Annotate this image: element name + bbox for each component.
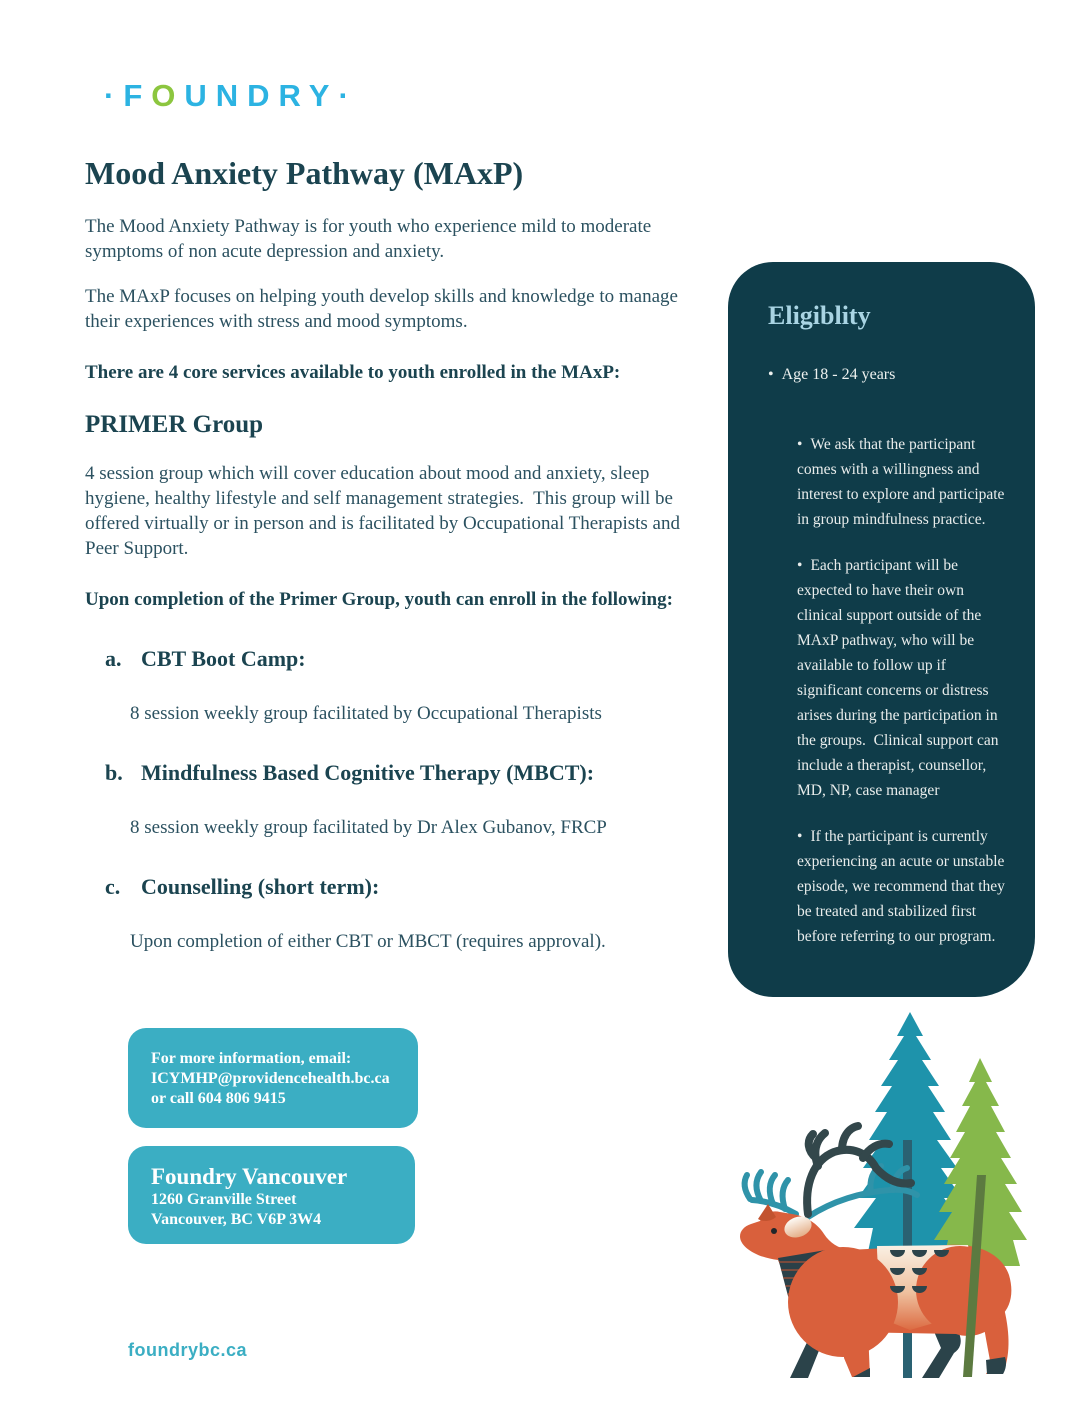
website-link[interactable]: foundrybc.ca (128, 1340, 248, 1360)
bullet-glyph: • (768, 366, 774, 383)
service-title: Counselling (short term): (141, 874, 380, 899)
contact-info-line: For more information, email: (151, 1050, 352, 1067)
eligibility-item-2 (797, 553, 1007, 803)
bullet-glyph: • (797, 436, 803, 453)
eligibility-item-3 (797, 824, 1007, 949)
eligibility-item-text: If the participant is currently experiencing an acute or unstable episode, we recommend that they be treated and stabilized first before referring to our program. (797, 828, 1009, 945)
location-box (128, 1146, 415, 1244)
bullet-glyph: • (797, 828, 803, 845)
contact-phone: or call 604 806 9415 (151, 1090, 286, 1107)
contact-info-box (128, 1028, 418, 1128)
service-description-a: 8 session weekly group facilitated by Occupational Therapists (130, 703, 602, 724)
location-address-street: 1260 Granville Street (151, 1191, 297, 1208)
primer-group-heading: PRIMER Group (85, 411, 264, 438)
elk-rear-hoof (986, 1357, 1006, 1374)
service-marker: b. (105, 760, 123, 785)
bullet-glyph: • (797, 557, 803, 574)
page-title: Mood Anxiety Pathway (MAxP) (85, 155, 524, 191)
core-services-lead: There are 4 core services available to youth enrolled in the MAxP: (85, 362, 621, 383)
enroll-lead: Upon completion of the Primer Group, youth can enroll in the following: (85, 589, 673, 610)
elk-thigh (916, 1246, 1004, 1334)
eligibility-item-text: Each participant will be expected to have their own clinical support outside of the MAxP pathway, who will be available to follow up if significant concerns or distress arises during the participation in the groups. Clinical support can include a therapist, counsellor, MD, NP, case manager (797, 557, 1003, 799)
service-marker: c. (105, 874, 121, 899)
eligibility-age-item (768, 363, 1007, 387)
location-address-city: Vancouver, BC V6P 3W4 (151, 1211, 322, 1228)
contact-email: ICYMHP@providencehealth.bc.ca (151, 1070, 390, 1087)
eligibility-panel (728, 262, 1035, 997)
intro-paragraph-2: The MAxP focuses on helping youth develop skills and knowledge to manage their experiences with stress and mood symptoms. (85, 286, 683, 332)
elk-shoulder (788, 1247, 898, 1357)
logo-letter-o: O (151, 78, 185, 113)
eligibility-heading: Eligiblity (768, 301, 871, 330)
eligibility-age-text: Age 18 - 24 years (781, 366, 896, 383)
service-description-b: 8 session weekly group facilitated by Dr Alex Gubanov, FRCP (130, 817, 607, 838)
location-name: Foundry Vancouver (151, 1164, 348, 1189)
logo-text-blue-2: UNDRY· (184, 78, 358, 113)
service-description-c: Upon completion of either CBT or MBCT (requires approval). (130, 931, 606, 952)
eligibility-item-1 (797, 432, 1007, 532)
service-title: Mindfulness Based Cognitive Therapy (MBCT): (141, 760, 595, 785)
elk-eye (771, 1228, 777, 1234)
service-title: CBT Boot Camp: (141, 646, 306, 671)
main-content (85, 0, 705, 954)
eligibility-item-text: We ask that the participant comes with a willingness and interest to explore and participate in group mindfulness practice. (797, 436, 1009, 528)
service-item-c (85, 872, 705, 902)
primer-group-description: 4 session group which will cover education about mood and anxiety, sleep hygiene, healthy lifestyle and self management strategies. This group will be offered virtually or in person and is facilitated by Occupational Therapists and Peer Support. (85, 463, 685, 559)
service-item-b (85, 758, 705, 788)
service-item-a (85, 644, 705, 674)
logo-text-blue: ·F (104, 78, 152, 113)
service-marker: a. (105, 646, 122, 671)
elk-trees-illustration (730, 1000, 1088, 1408)
intro-paragraph-1: The Mood Anxiety Pathway is for youth who experience mild to moderate symptoms of non acute depression and anxiety. (85, 216, 656, 262)
